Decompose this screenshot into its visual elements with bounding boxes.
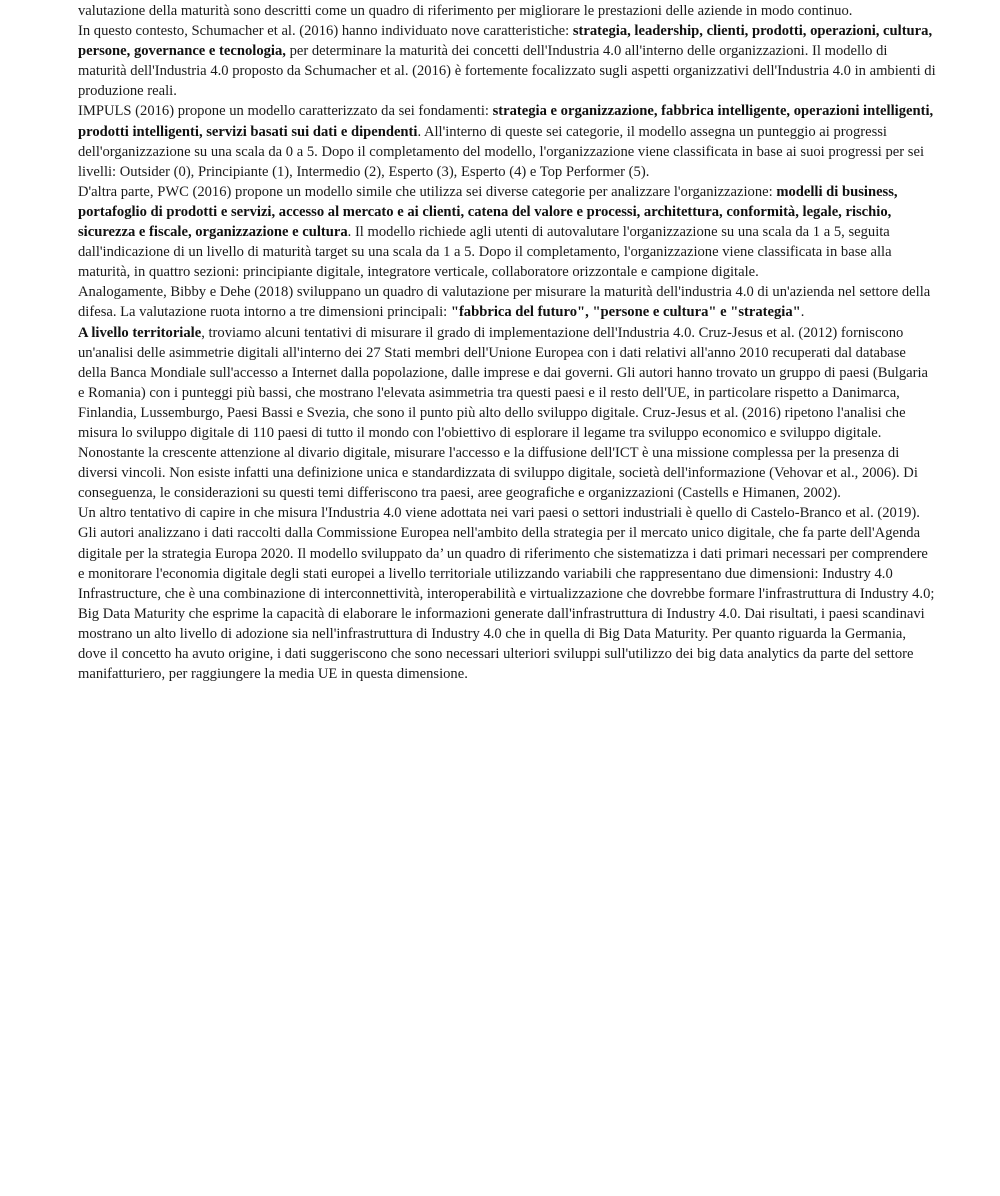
paragraph-pwc	[78, 182, 936, 282]
paragraph-territorial	[78, 323, 936, 504]
document-body	[78, 0, 936, 684]
para4-text0: Analogamente, Bibby e Dehe (2018) sviluppano un quadro di valutazione per misurare la maturità dell'industria 4.0 di un'azienda nel settore della difesa. La valutazione ruota intorno a tre dimensioni principali:	[78, 284, 931, 321]
paragraph-impuls	[78, 101, 936, 181]
para1-text0: In questo contesto, Schumacher et al. (2016) hanno individuato nove caratteristiche:	[78, 23, 573, 40]
para6-text0: Un altro tentativo di capire in che misura l'Industria 4.0 viene adottata nei vari paesi o settori industriali è quello di Castelo-Branco et al. (2019). Gli autori analizzano i dati raccolti dalla Commissione Europea nell'ambito della strategia per il mercato unico digitale, che fa parte dell'Agenda digitale per la strategia Europa 2020. Il modello sviluppato da’ un quadro di riferimento che sistematizza i dati primari necessari per comprendere e monitorare l'economia digitale degli stati europei a livello territoriale utilizzando variabili che rappresentano due dimensioni: Industry 4.0 Infrastructure, che è una combinazione di interconnettività, interoperabilità e virtualizzazione che dovrebbe formare l'infrastruttura di Industry 4.0; Big Data Maturity che esprime la capacità di elaborare le informazioni generate dall'infrastruttura di Industry 4.0. Dai risultati, i paesi scandinavi mostrano un alto livello di adozione sia nell'infrastruttura di Industry 4.0 che in quella di Big Data Maturity. Per quanto riguarda la Germania, dove il concetto ha avuto origine, i dati suggeriscono che sono necessari ulteriori sviluppi sull'utilizzo dei big data analytics da parte del settore manifatturiero, per raggiungere la media UE in questa dimensione.	[78, 505, 935, 683]
para5-text1: , troviamo alcuni tentativi di misurare il grado di implementazione dell'Industria 4.0. Cruz-Jesus et al. (2012) forniscono un'analisi delle asimmetrie digitali all'interno dei 27 Stati membri dell'Unione Europea con i dati relativi all'anno 2010 recuperati dal database della Banca Mondiale sull'accesso a Internet dalla popolazione, dalle imprese e dai governi. Gli autori hanno trovato un gruppo di paesi (Bulgaria e Romania) con i punteggi più bassi, che mostrano l'elevata asimmetria tra questi paesi e il resto dell'UE, in particolare rispetto a Danimarca, Finlandia, Lussemburgo, Paesi Bassi e Svezia, che sono il punto più alto dello sviluppo digitale. Cruz-Jesus et al. (2016) ripetono l'analisi che misura lo sviluppo digitale di 110 paesi di tutto il mondo con l'obiettivo di esplorare il legame tra sviluppo economico e sviluppo digitale. Nonostante la crescente attenzione al divario digitale, misurare l'accesso e la diffusione dell'ICT è una missione complessa per la presenza di diversi vincoli. Non esiste infatti una definizione unica e standardizzata di sviluppo digitale, società dell'informazione (Vehovar et al., 2006). Di conseguenza, le considerazioni su questi temi differiscono tra paesi, aree geografiche e organizzazioni (Castells e Himanen, 2002).	[78, 324, 929, 502]
para3-text2: . Il modello richiede agli utenti di autovalutare l'organizzazione su una scala da 1 a 5, seguita dall'indicazione di un livello di maturità target su una scala da 1 a 5. Dopo il completamento, l'organizzazione viene classificata in base alla maturità, in quattro sezioni: principiante digitale, integratore verticale, collaboratore orizzontale e campione digitale.	[78, 224, 892, 281]
para2-bold-foundations: strategia e organizzazione, fabbrica intelligente, operazioni intelligenti, prodotti intelligenti, servizi basati sui dati e dipendenti	[78, 103, 934, 140]
para3-text0: D'altra parte, PWC (2016) propone un modello simile che utilizza sei diverse categorie per analizzare l'organizzazione:	[78, 183, 777, 200]
para4-text2: .	[800, 304, 805, 321]
paragraph-schumacher	[78, 21, 936, 101]
para1-text2: per determinare la maturità dei concetti dell'Industria 4.0 all'interno delle organizzazioni. Il modello di maturità dell'Industria 4.0 proposto da Schumacher et al. (2016) è fortemente focalizzato sugli aspetti organizzativi dell'Industria 4.0 in ambienti di produzione reali.	[78, 43, 936, 100]
paragraph-castelo-branco	[78, 503, 936, 684]
paragraph-maturity-intro	[78, 1, 936, 21]
para4-bold-dimensions: "fabbrica del futuro", "persone e cultura" e "strategia"	[450, 304, 801, 321]
paragraph-bibby-dehe	[78, 282, 936, 322]
para2-text2: . All'interno di queste sei categorie, il modello assegna un punteggio ai progressi dell'organizzazione su una scala da 0 a 5. Dopo il completamento del modello, l'organizzazione viene classificata in base ai suoi progressi per sei livelli: Outsider (0), Principiante (1), Intermedio (2), Esperto (3), Esperto (4) e Top Performer (5).	[78, 123, 925, 180]
para5-bold-territorial: A livello territoriale	[78, 324, 202, 341]
para2-text0: IMPULS (2016) propone un modello caratterizzato da sei fondamenti:	[78, 103, 493, 120]
para3-bold-categories: modelli di business, portafoglio di prodotti e servizi, accesso al mercato e ai clienti, catena del valore e processi, architettura, conformità, legale, rischio, sicurezza e fiscale, organizzazione e cultura	[78, 183, 898, 241]
para0-text0: valutazione della maturità sono descritti come un quadro di riferimento per migliorare le prestazioni delle aziende in modo continuo.	[78, 3, 853, 19]
para1-bold-characteristics: strategia, leadership, clienti, prodotti, operazioni, cultura, persone, governance e tecnologia,	[78, 23, 933, 60]
